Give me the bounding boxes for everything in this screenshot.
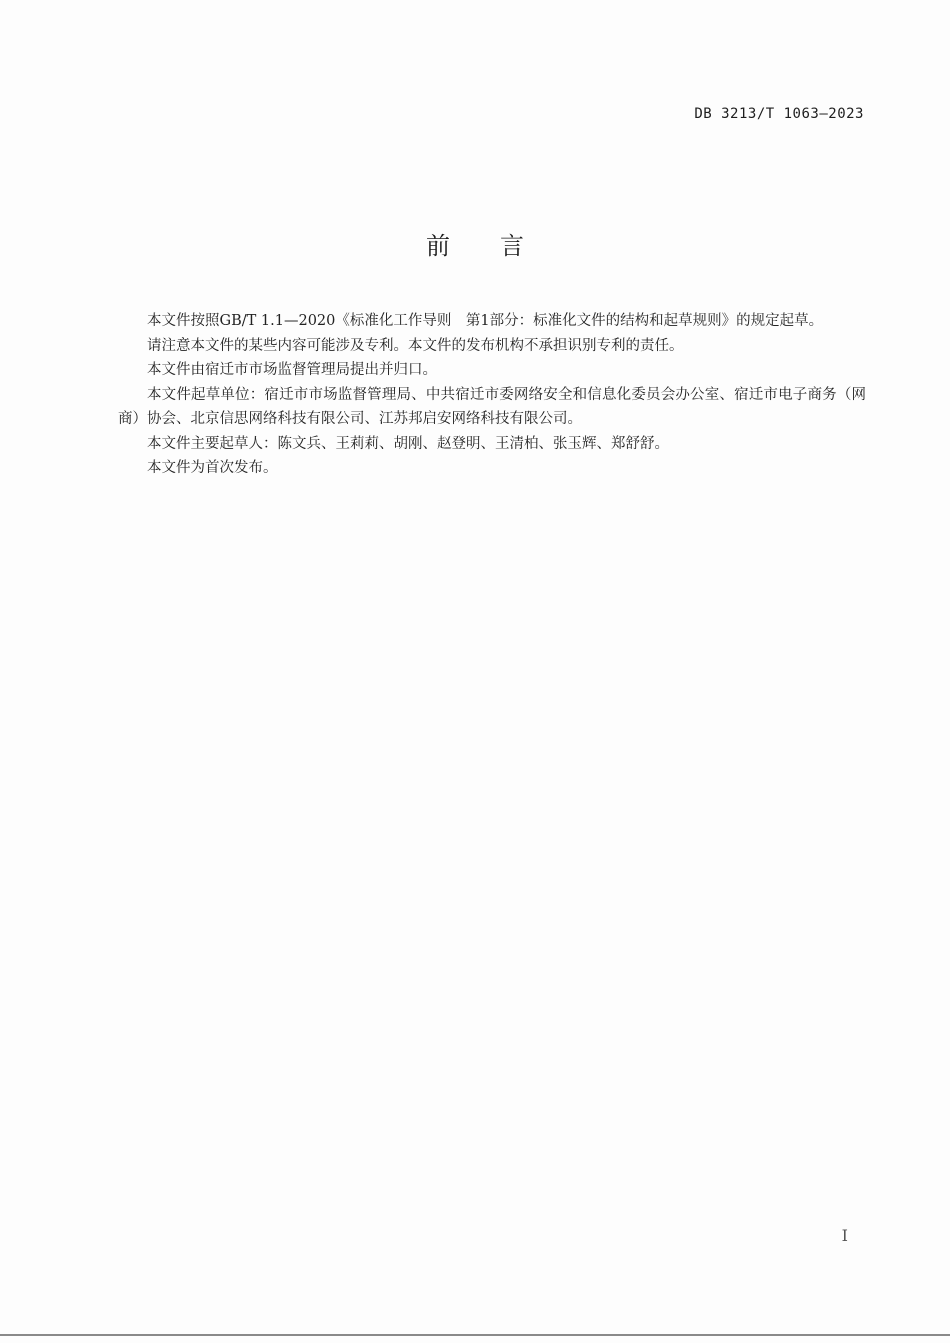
paragraph-drafting-rules: 本文件按照GB/T 1.1—2020《标准化工作导则 第1部分：标准化文件的结构和起草规则》的规定起草。 — [147, 313, 824, 329]
standard-number: DB 3213/T 1063—2023 — [694, 106, 864, 122]
page-number: I — [841, 1226, 848, 1245]
paragraph-drafting-units: 本文件起草单位：宿迁市市场监督管理局、中共宿迁市委网络安全和信息化委员会办公室、宿迁市电子商务（网商）协会、北京信思网络科技有限公司、江苏邦启安网络科技有限公司。 — [118, 386, 866, 427]
paragraph-proposer: 本文件由宿迁市市场监督管理局提出并归口。 — [147, 362, 437, 378]
paragraph-patent-notice: 请注意本文件的某些内容可能涉及专利。本文件的发布机构不承担识别专利的责任。 — [147, 337, 684, 354]
foreword-body — [118, 309, 866, 481]
page-title: 前言 — [426, 232, 574, 260]
bottom-divider — [0, 1334, 950, 1336]
paragraph-first-release: 本文件为首次发布。 — [147, 460, 278, 476]
paragraph-drafters: 本文件主要起草人：陈文兵、王莉莉、胡刚、赵登明、王清柏、张玉辉、郑舒舒。 — [147, 435, 669, 452]
